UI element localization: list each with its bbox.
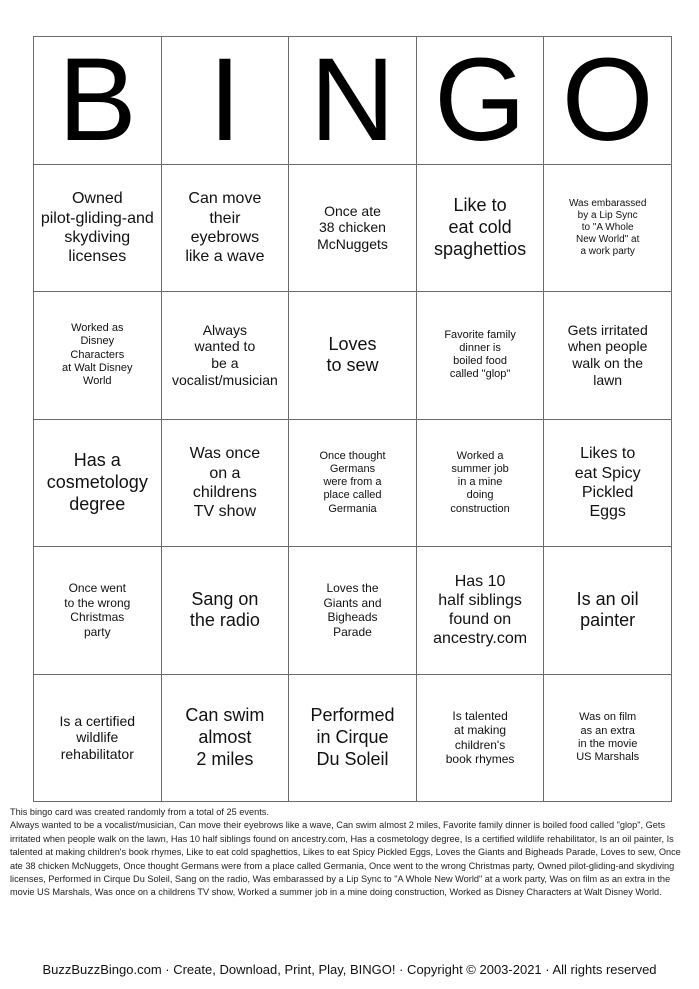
bingo-cell-line: New World" at [575, 233, 640, 245]
bingo-cell-text [326, 334, 378, 377]
bingo-cell[interactable] [34, 419, 162, 547]
bingo-cell-text [444, 329, 516, 382]
bingo-cell-line: in the movie [578, 737, 638, 750]
bingo-cell-line: at making [454, 723, 507, 738]
bingo-cell-line: to "A Whole [581, 221, 634, 233]
bingo-cell-line: place called [323, 489, 382, 502]
bingo-cell-line: Once thought [319, 449, 386, 462]
bingo-cell-line: Like to [453, 195, 507, 216]
bingo-cell-text [434, 195, 526, 260]
bingo-cell-line: eyebrows [190, 228, 260, 246]
bingo-cell-line: rehabilitator [60, 746, 134, 763]
bingo-cell[interactable] [416, 292, 544, 420]
bingo-row [34, 292, 672, 420]
bingo-cell-line: pilot-gliding-and [40, 209, 154, 227]
header-letter-i: I [161, 37, 289, 165]
bingo-cell-text [317, 203, 388, 253]
bingo-cell-line: Loves the [326, 581, 379, 596]
bingo-cell-line: children's [454, 737, 506, 752]
bingo-cell-text [62, 322, 133, 388]
header-letter-n: N [289, 37, 417, 165]
header-letter-o: O [544, 37, 672, 165]
bingo-grid [34, 164, 672, 802]
bingo-cell-line: Germania [328, 502, 377, 515]
bingo-cell-line: 2 miles [196, 748, 254, 769]
bingo-row [34, 419, 672, 547]
bingo-cell-text [575, 444, 641, 521]
bingo-cell-line: at Walt Disney [62, 361, 133, 374]
bingo-cell-line: Likes to [580, 445, 636, 463]
card-notes [10, 806, 690, 900]
bingo-cell-line: Can move [188, 190, 262, 208]
bingo-cell-line: lawn [593, 372, 623, 389]
bingo-cell-line: as an extra [580, 724, 635, 737]
bingo-cell-text [185, 705, 264, 770]
bingo-cell-line: wanted to [194, 338, 256, 355]
bingo-cell-line: 38 chicken [319, 219, 386, 236]
bingo-cell-line: by a Lip Sync [577, 209, 638, 221]
bingo-cell-text [190, 589, 260, 632]
bingo-cell-line: World [83, 375, 112, 388]
bingo-cell-line: TV show [193, 502, 256, 520]
bingo-cell-line: Giants and [323, 595, 382, 610]
bingo-cell[interactable] [289, 674, 417, 802]
bingo-cell-line: Bigheads [327, 610, 378, 625]
footer: BuzzBuzzBingo.com · Create, Download, Print, Play, BINGO! · Copyright © 2003-2021 · All rights reserved [42, 962, 657, 977]
bingo-cell-line: Was on film [579, 711, 637, 724]
bingo-cell[interactable] [544, 292, 672, 420]
bingo-cell[interactable] [289, 292, 417, 420]
bingo-cell-text [185, 189, 264, 266]
bingo-cell-line: eat cold [448, 216, 512, 237]
bingo-cell-line: McNuggets [317, 236, 388, 253]
bingo-cell-text [41, 189, 154, 266]
bingo-cell-line: like a wave [185, 247, 265, 265]
bingo-cell-line: Has 10 [454, 572, 506, 590]
bingo-cell-line: Once ate [324, 202, 381, 219]
bingo-cell-line: party [83, 624, 111, 639]
bingo-cell-line: Is a certified [59, 712, 136, 729]
bingo-cell[interactable] [34, 674, 162, 802]
bingo-cell-line: Was once [189, 445, 261, 463]
bingo-cell-line: Always [202, 321, 248, 338]
bingo-cell-line: Performed [310, 705, 395, 726]
bingo-cell-line: Disney [80, 335, 115, 348]
bingo-card [33, 36, 672, 802]
bingo-cell-line: vocalist/musician [171, 372, 278, 389]
bingo-cell-line: wildlife [76, 729, 119, 746]
bingo-cell-line: US Marshals [576, 750, 640, 763]
bingo-cell[interactable] [544, 674, 672, 802]
bingo-cell-line: childrens [192, 483, 257, 501]
bingo-cell-text [450, 450, 509, 516]
bingo-cell[interactable] [161, 164, 289, 292]
bingo-cell[interactable] [544, 547, 672, 675]
bingo-cell[interactable] [161, 419, 289, 547]
bingo-cell-line: found on [448, 611, 512, 629]
bingo-cell-text [569, 198, 646, 258]
bingo-cell-line: Was embarassed [568, 197, 647, 209]
bingo-cell-line: on a [209, 464, 241, 482]
bingo-cell-line: degree [69, 493, 126, 514]
bingo-cell-line: to sew [326, 355, 379, 376]
bingo-cell-line: summer job [451, 462, 509, 475]
bingo-cell-line: half siblings [438, 592, 522, 610]
bingo-cell-line: Characters [70, 348, 125, 361]
bingo-cell[interactable] [34, 292, 162, 420]
bingo-cell-line: were from a [323, 476, 382, 489]
bingo-cell-line: eat Spicy [574, 464, 641, 482]
bingo-cell-text [172, 322, 278, 389]
bingo-cell-line: walk on the [572, 355, 644, 372]
bingo-cell-line: the radio [189, 610, 260, 631]
bingo-cell[interactable] [544, 419, 672, 547]
bingo-cell-line: called "glop" [449, 368, 511, 381]
bingo-cell-text [323, 581, 381, 639]
header-letter-g: G [416, 37, 544, 165]
bingo-cell-line: Favorite family [444, 328, 516, 341]
bingo-cell[interactable] [34, 164, 162, 292]
bingo-row [34, 674, 672, 802]
bingo-cell[interactable] [416, 419, 544, 547]
bingo-cell-line: Once went [68, 581, 126, 596]
bingo-cell-text [576, 711, 639, 764]
bingo-cell-line: cosmetology [46, 471, 148, 492]
bingo-cell-line: Gets irritated [567, 321, 648, 338]
bingo-cell-line: Owned [71, 190, 123, 208]
bingo-cell-text [47, 450, 148, 515]
bingo-cell-line: Worked as [71, 322, 124, 335]
bingo-cell-line: Parade [333, 624, 372, 639]
bingo-cell-line: Christmas [70, 610, 125, 625]
bingo-cell[interactable] [289, 164, 417, 292]
bingo-cell-line: Is an oil [576, 588, 639, 609]
bingo-cell[interactable] [161, 674, 289, 802]
notes-intro: This bingo card was created randomly from a total of 25 events. [10, 807, 269, 817]
bingo-cell-text [190, 444, 261, 521]
bingo-cell-text [310, 705, 394, 770]
bingo-cell-text [319, 450, 385, 516]
bingo-cell-line: doing [466, 489, 494, 502]
bingo-cell-line: their [209, 209, 241, 227]
bingo-cell[interactable] [161, 292, 289, 420]
bingo-cell-line: book rhymes [445, 752, 515, 767]
bingo-cell[interactable] [34, 547, 162, 675]
notes-events-list: Always wanted to be a vocalist/musician, Can move their eyebrows like a wave, Can swim almost 2 miles, Favorite family dinner is boiled food called "glop", Gets irritated when people walk on the lawn, Has 10 half siblings found on ancestry.com, Has a cosmetology degree, Is a certified wildlife rehabilitator, Is an oil painter, Is talented at making children's book rhymes, Like to eat cold spaghettios, Likes to eat Spicy Pickled Eggs, Loves the Giants and Bigheads Parade, Loves to sew, Once ate 38 chicken McNuggets, Once thought Germans were from a place called Germania, Once went to the wrong Christmas party, Owned pilot-gliding-and skydiving licenses, Performed in Cirque Du Soleil, Sang on the radio, Was embarassed by a Lip Sync to "A Whole New World" at a work party, Was on film as an extra in the movie US Marshals, Was once on a childrens TV show, Worked a summer job in a mine doing construction, Worked as Disney Characters at Walt Disney World. [10, 820, 681, 898]
bingo-header-row [34, 37, 672, 165]
bingo-cell-line: Has a [73, 450, 121, 471]
bingo-cell-line: skydiving [64, 228, 131, 246]
bingo-cell-text [60, 713, 135, 763]
bingo-cell-text [568, 322, 648, 389]
bingo-cell-text [64, 581, 130, 639]
bingo-cell-line: Is talented [452, 708, 508, 723]
bingo-cell[interactable] [416, 674, 544, 802]
bingo-cell-line: spaghettios [434, 238, 527, 259]
bingo-cell-line: when people [567, 338, 648, 355]
bingo-cell-line: in Cirque [316, 726, 389, 747]
bingo-cell-line: almost [198, 726, 252, 747]
bingo-row [34, 164, 672, 292]
bingo-cell[interactable] [416, 547, 544, 675]
bingo-cell-text [433, 572, 527, 649]
bingo-cell-text [446, 709, 515, 767]
bingo-cell-line: boiled food [453, 355, 507, 368]
bingo-cell-line: licenses [68, 247, 127, 265]
bingo-cell[interactable] [289, 547, 417, 675]
bingo-cell-line: a work party [580, 245, 635, 257]
bingo-cell-line: Sang on [191, 588, 259, 609]
bingo-cell-text [577, 589, 639, 632]
bingo-cell-line: dinner is [459, 342, 501, 355]
bingo-cell-line: Eggs [589, 502, 626, 520]
bingo-cell-line: Can swim [185, 705, 265, 726]
bingo-cell-line: Pickled [581, 483, 634, 501]
bingo-cell-line: construction [450, 502, 510, 515]
bingo-cell-line: to the wrong [64, 595, 131, 610]
bingo-cell[interactable] [544, 164, 672, 292]
bingo-cell-line: in a mine [457, 476, 503, 489]
bingo-cell-line: be a [211, 355, 239, 372]
bingo-cell-line: Loves [328, 333, 377, 354]
bingo-cell-line: painter [580, 610, 636, 631]
bingo-cell-line: ancestry.com [433, 630, 528, 648]
header-letter-b: B [34, 37, 162, 165]
bingo-cell[interactable] [416, 164, 544, 292]
bingo-cell[interactable] [161, 547, 289, 675]
bingo-cell[interactable] [289, 419, 417, 547]
bingo-row [34, 547, 672, 675]
bingo-cell-line: Du Soleil [316, 748, 389, 769]
bingo-cell-line: Germans [329, 462, 376, 475]
bingo-cell-line: Worked a [456, 449, 504, 462]
